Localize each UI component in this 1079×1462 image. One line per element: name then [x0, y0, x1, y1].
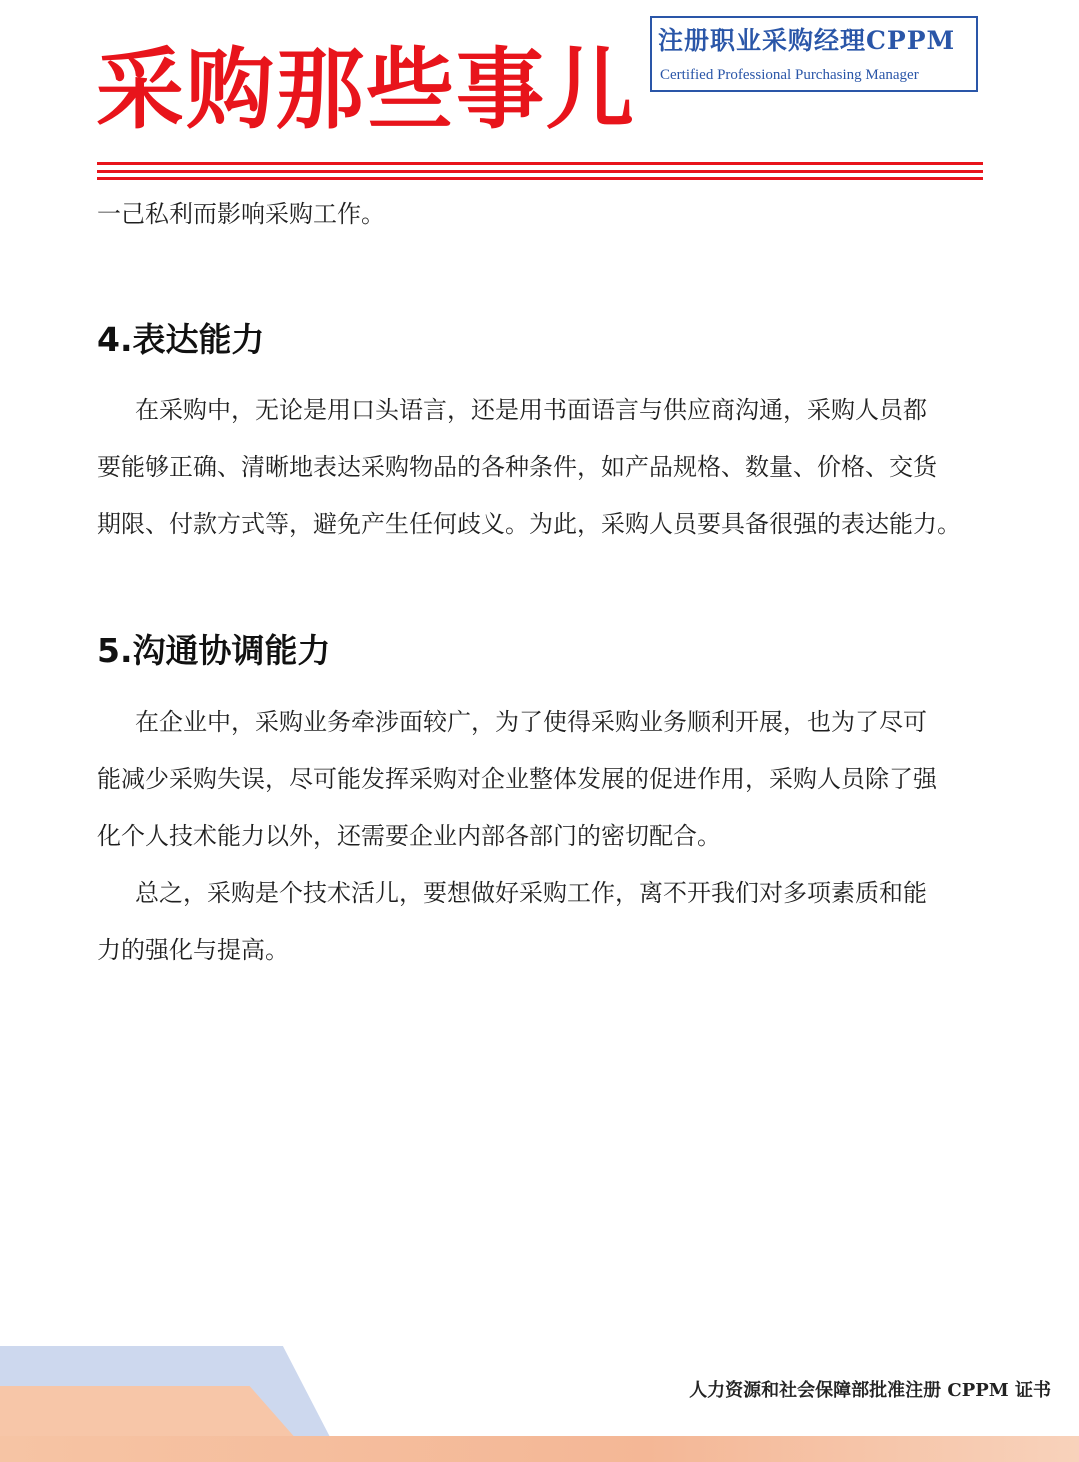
footer-certification-text: 人力资源和社会保障部批准注册 CPPM 证书 [689, 1380, 1051, 1401]
section-heading-coordination: 5.沟通协调能力 [97, 631, 331, 670]
brand-title: 采购那些事儿 [96, 38, 637, 141]
summary-line: 总之，采购是个技术活儿，要想做好采购工作，离不开我们对多项素质和能 [135, 879, 927, 907]
paragraph-line: 能减少采购失误，尽可能发挥采购对企业整体发展的促进作用，采购人员除了强 [97, 765, 937, 793]
header-rule-middle [97, 170, 983, 173]
paragraph-line: 化个人技术能力以外，还需要企业内部各部门的密切配合。 [97, 822, 721, 850]
paragraph-line: 在企业中，采购业务牵涉面较广，为了使得采购业务顺利开展，也为了尽可 [135, 708, 927, 736]
section-body-expression [97, 382, 985, 553]
cert-title-cn: 注册职业采购经理CPPM [658, 26, 956, 55]
continuation-text [97, 186, 985, 243]
summary-line: 力的强化与提高。 [97, 936, 289, 964]
section-body-coordination [97, 694, 985, 979]
header-rule-bottom [97, 177, 983, 180]
cppm-cert-badge [650, 16, 978, 92]
header-rule-top [97, 162, 983, 165]
section-heading-expression: 4.表达能力 [97, 320, 265, 359]
footer-band [0, 1436, 1079, 1462]
paragraph-line: 在采购中，无论是用口头语言，还是用书面语言与供应商沟通，采购人员都 [135, 396, 927, 424]
paragraph-line: 期限、付款方式等，避免产生任何歧义。为此，采购人员要具备很强的表达能力。 [97, 510, 961, 538]
paragraph-line: 要能够正确、清晰地表达采购物品的各种条件，如产品规格、数量、价格、交货 [97, 453, 937, 481]
continuation-line: 一己私利而影响采购工作。 [97, 200, 385, 228]
cert-title-en: Certified Professional Purchasing Manager [660, 67, 919, 83]
